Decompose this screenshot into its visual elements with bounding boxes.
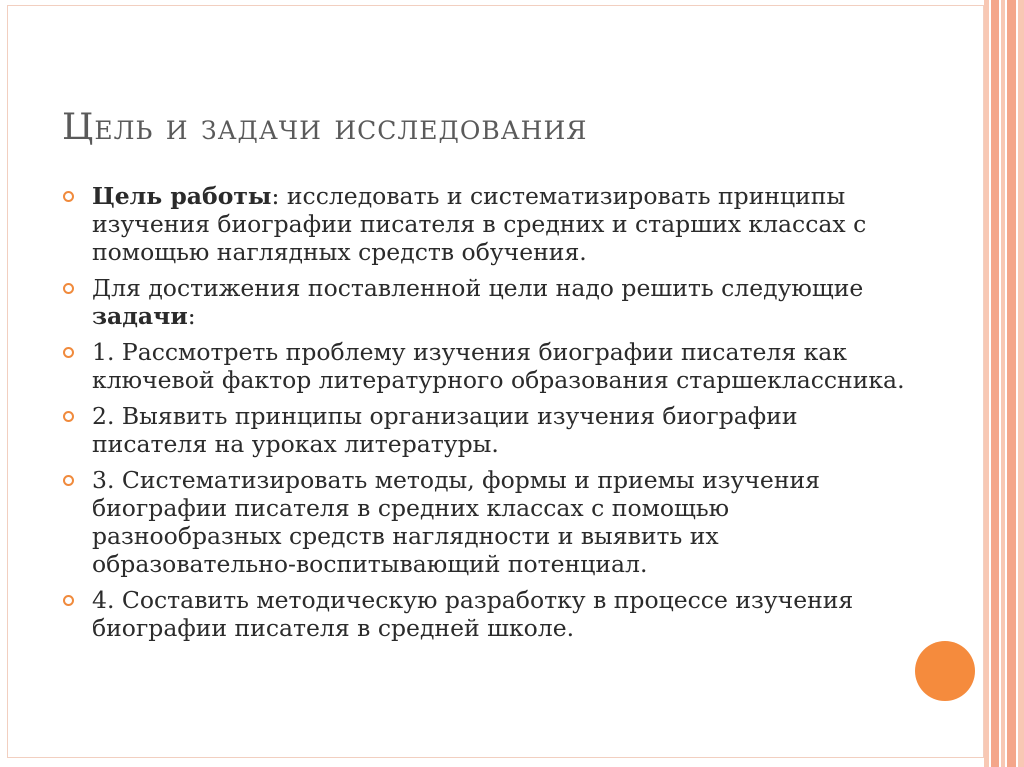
list-item [62,586,912,642]
stripe [1001,0,1005,767]
bullet-circle-icon [63,191,74,202]
decorative-circle-icon [915,641,975,701]
bullet-circle-icon [63,347,74,358]
stripe [984,0,989,767]
tasks-label: задачи [92,302,188,330]
list-item [62,338,912,394]
bullet-circle-icon [63,595,74,606]
slide-title: Цель и задачи исследования [62,107,588,148]
stripe [991,0,999,767]
task-3-text: 3. Систематизировать методы, формы и приемы изучения биографии писателя в средних классах с помощью разнообразных средств наглядности и выявить их образовательно-воспитывающий потенциал. [92,466,820,578]
bullet-list [62,182,912,650]
stripe [1007,0,1016,767]
decorative-stripes [984,0,1024,767]
stripe [1018,0,1024,767]
bullet-circle-icon [63,475,74,486]
goal-text: : исследовать и систематизировать принципы изучения биографии писателя в средних и старших классах с помощью наглядных средств обучения. [92,182,867,266]
task-1-text: 1. Рассмотреть проблему изучения биографии писателя как ключевой фактор литературного образования старшеклассника. [92,338,905,394]
bullet-circle-icon [63,411,74,422]
list-item [62,182,912,266]
list-item [62,402,912,458]
task-4-text: 4. Составить методическую разработку в процессе изучения биографии писателя в средней школе. [92,586,854,642]
tasks-intro-text: Для достижения поставленной цели надо решить следующие [92,274,864,302]
goal-label: Цель работы [92,182,272,210]
list-item [62,274,912,330]
tasks-colon: : [187,302,196,330]
list-item [62,466,912,578]
bullet-circle-icon [63,283,74,294]
task-2-text: 2. Выявить принципы организации изучения биографии писателя на уроках литературы. [92,402,798,458]
